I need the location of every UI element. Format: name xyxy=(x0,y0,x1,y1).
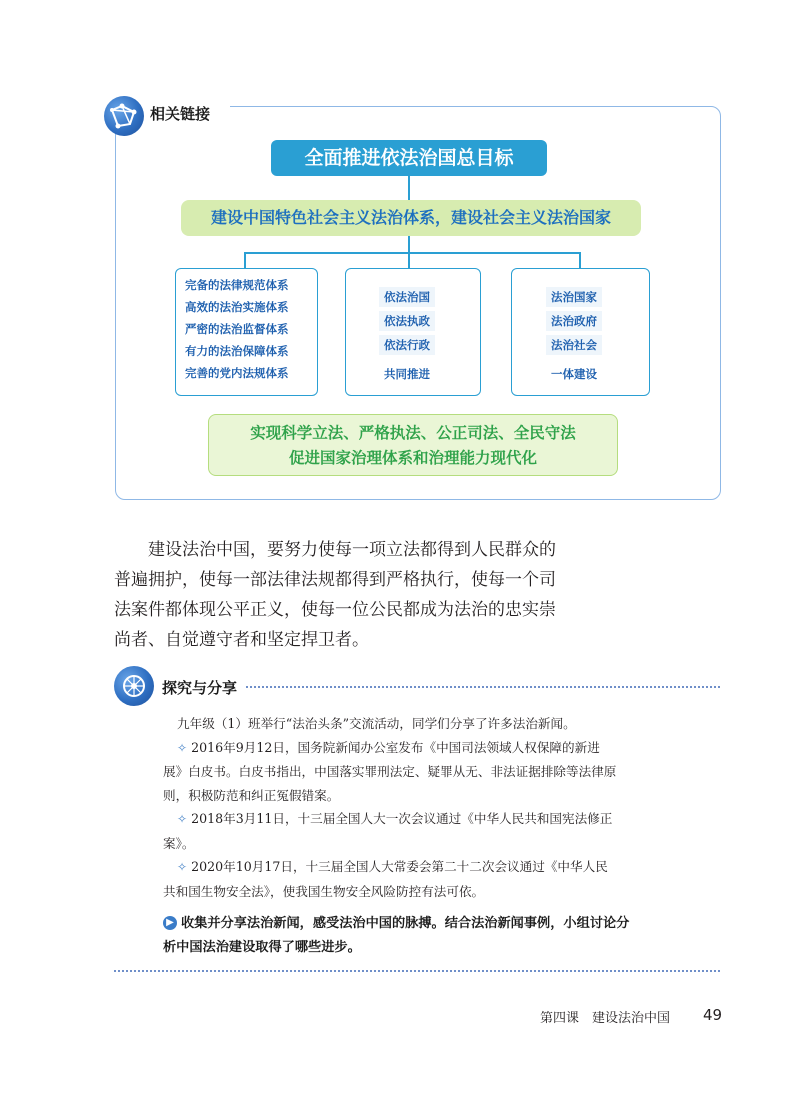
news-line: 案》。 xyxy=(163,835,195,851)
task-line: 析中国法治建设取得了哪些进步。 xyxy=(163,940,361,955)
paragraph-line: 建设法治中国，要努力使每一项立法都得到人民群众的 xyxy=(148,540,556,560)
connector-line xyxy=(408,252,410,268)
news-line: 2016年9月12日，国务院新闻办公室发布《中国司法领域人权保障的新进 xyxy=(191,739,600,755)
lesson-footer: 第四课 建设法治中国 xyxy=(540,1011,671,1026)
connector-line xyxy=(408,236,410,252)
banner-line: 实现科学立法、严格执法、公正司法、全民守法 xyxy=(250,424,576,442)
legal-system-banner: 建设中国特色社会主义法治体系，建设社会主义法治国家 xyxy=(181,200,641,236)
news-line: 展》白皮书。白皮书指出，中国落实罪刑法定、疑罪从无、非法证据排除等法律原 xyxy=(163,764,617,779)
news-line: 2018年3月11日，十三届全国人大一次会议通过《中华人民共和国宪法修正 xyxy=(191,811,613,826)
explore-share-title: 探究与分享 xyxy=(162,679,238,697)
body-paragraph xyxy=(114,535,590,655)
news-line: 共和国生物安全法》，使我国生物安全风险防控有法可依。 xyxy=(163,883,485,899)
paragraph-line: 法案件都体现公平正义，使每一位公民都成为法治的忠实崇 xyxy=(114,600,556,620)
list-item: 严密的法治监督体系 xyxy=(185,322,289,336)
list-item: 高效的法治实施体系 xyxy=(185,300,289,314)
news-line: 则，积极防范和纠正冤假错案。 xyxy=(163,787,340,803)
task-line: 收集并分享法治新闻，感受法治中国的脉搏。结合法治新闻事例，小组讨论分 xyxy=(181,916,630,931)
bullet-icon: ✧ xyxy=(177,740,188,755)
connector-line xyxy=(244,252,246,268)
news-line: 2020年10月17日，十三届全国人大常委会第二十二次会议通过《中华人民 xyxy=(191,859,608,874)
explore-share-icon xyxy=(114,666,154,706)
list-item: 完备的法律规范体系 xyxy=(185,278,289,292)
arrow-right-icon: ▶ xyxy=(163,916,177,930)
list-item: 完善的党内法规体系 xyxy=(185,366,289,380)
banner-line: 促进国家治理体系和治理能力现代化 xyxy=(288,449,537,467)
realize-modernization-banner xyxy=(208,414,618,476)
connector-line xyxy=(408,176,410,200)
connector-line xyxy=(244,252,580,254)
page-number: 49 xyxy=(703,1006,723,1024)
bullet-icon: ✧ xyxy=(177,860,188,874)
intro-text: 九年级（1）班举行“法治头条”交流活动，同学们分享了许多法治新闻。 xyxy=(177,716,576,731)
paragraph-line: 尚者、自觉遵守者和坚定捍卫者。 xyxy=(114,630,369,650)
list-item: 依法治国 xyxy=(379,287,435,307)
panel-footer: 一体建设 xyxy=(551,367,597,381)
related-links-title: 相关链接 xyxy=(150,105,211,123)
discussion-task xyxy=(163,912,719,960)
rule-of-law-systems-list xyxy=(185,274,289,384)
explore-content xyxy=(163,712,719,903)
overall-goal-banner: 全面推进依法治国总目标 xyxy=(271,140,547,176)
list-item: 法治国家 xyxy=(546,287,602,307)
dotted-divider xyxy=(114,970,720,972)
list-item: 法治社会 xyxy=(546,335,602,355)
list-item: 法治政府 xyxy=(546,311,602,331)
list-item: 有力的法治保障体系 xyxy=(185,344,289,358)
list-item: 依法行政 xyxy=(379,335,435,355)
paragraph-line: 普遍拥护，使每一部法律法规都得到严格执行，使每一个司 xyxy=(114,570,556,590)
list-item: 依法执政 xyxy=(379,311,435,331)
bullet-icon: ✧ xyxy=(177,812,188,826)
panel-footer: 共同推进 xyxy=(384,367,430,381)
related-links-icon xyxy=(104,96,144,136)
dotted-divider xyxy=(246,686,720,688)
connector-line xyxy=(579,252,581,268)
